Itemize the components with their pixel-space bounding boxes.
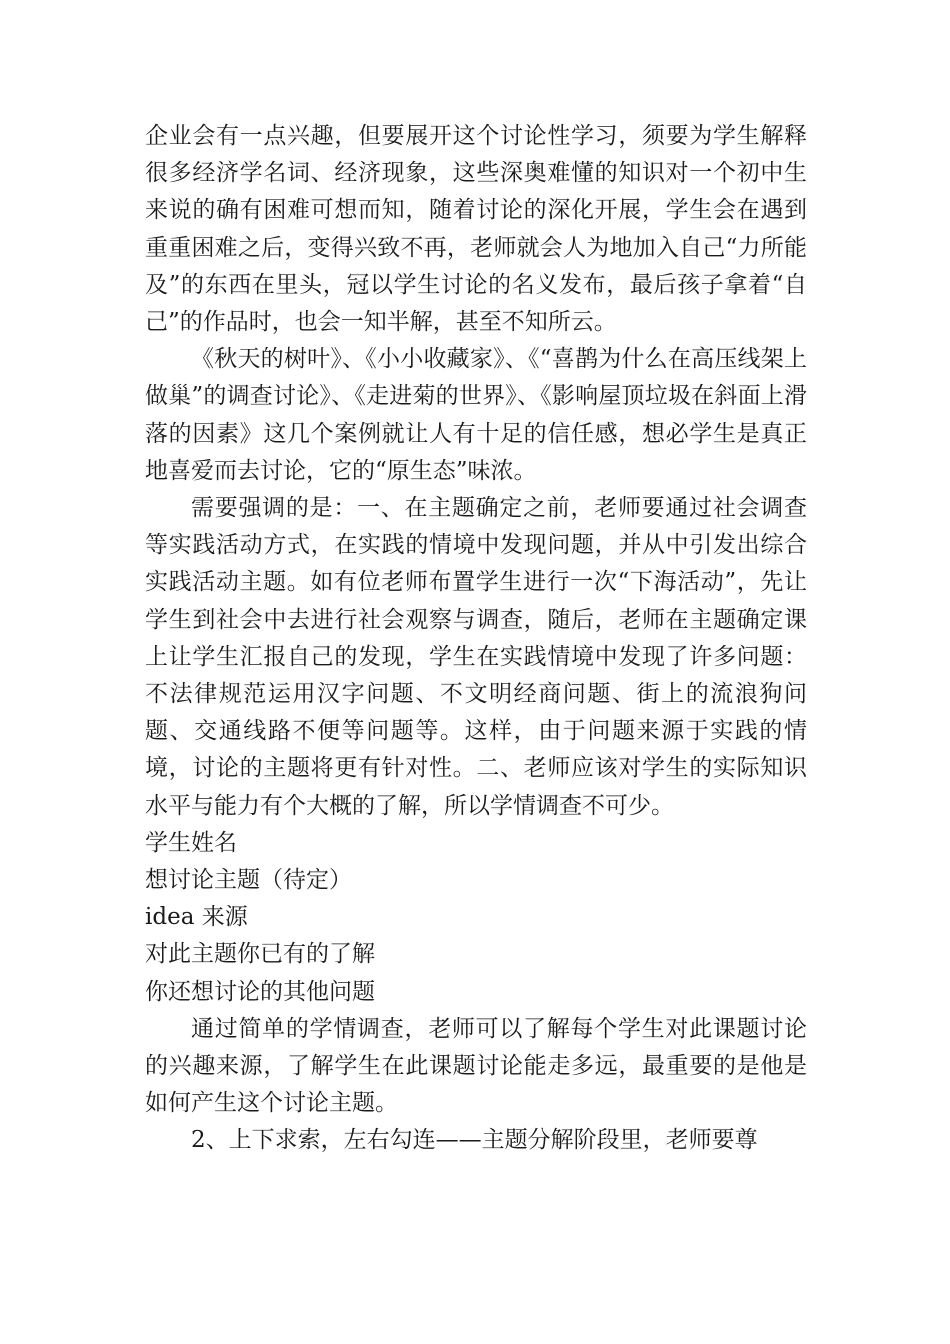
survey-item-topic: 想讨论主题（待定）	[145, 867, 352, 894]
paragraph-emphasis: 需要强调的是：一、在主题确定之前，老师要通过社会调查等实践活动方式，在实践的情境中发现问题，并从中引发出综合实践活动主题。如有位老师布置学生进行一次“下海活动”，先让学生到社会中去进行社会观察与调查，随后，老师在主题确定课上让学生汇报自己的发现，学生在实践情境中发现了许多问题：不法律规范运用汉字问题、不文明经商问题、街上的流浪狗问题、交通线路不便等问题等。这样，由于问题来源于实践的情境，讨论的主题将更有针对性。二、老师应该对学生的实际知识水平与能力有个大概的了解，所以学情调查不可少。	[145, 495, 807, 819]
paragraph-case-examples: 《秋天的树叶》、《小小收藏家》、《“喜鹊为什么在高压线架上做巢”的调查讨论》、《走进菊的世界》、《影响屋顶垃圾在斜面上滑落的因素》这几个案例就让人有十足的信任感，想必学生是真正地喜爱而去讨论，它的“原生态”味浓。	[145, 346, 807, 484]
survey-item-student-name: 学生姓名	[145, 829, 237, 856]
document-body	[145, 118, 807, 1160]
paragraph-survey-summary: 通过简单的学情调查，老师可以了解每个学生对此课题讨论的兴趣来源，了解学生在此课题讨论能走多远，最重要的是他是如何产生这个讨论主题。	[145, 1015, 807, 1117]
paragraph-continuation: 企业会有一点兴趣，但要展开这个讨论性学习，须要为学生解释很多经济学名词、经济现象，这些深奥难懂的知识对一个初中生来说的确有困难可想而知，随着讨论的深化开展，学生会在遇到重重困难之后，变得兴致不再，老师就会人为地加入自己“力所能及”的东西在里头，冠以学生讨论的名义发布，最后孩子拿着“自己”的作品时，也会一知半解，甚至不知所云。	[145, 123, 807, 336]
survey-item-known-knowledge: 对此主题你已有的了解	[145, 941, 375, 968]
survey-item-idea-source: idea 来源	[145, 904, 248, 931]
survey-item-other-questions: 你还想讨论的其他问题	[145, 978, 375, 1005]
paragraph-section-2: 2、上下求索，左右勾连——主题分解阶段里，老师要尊	[191, 1127, 758, 1154]
